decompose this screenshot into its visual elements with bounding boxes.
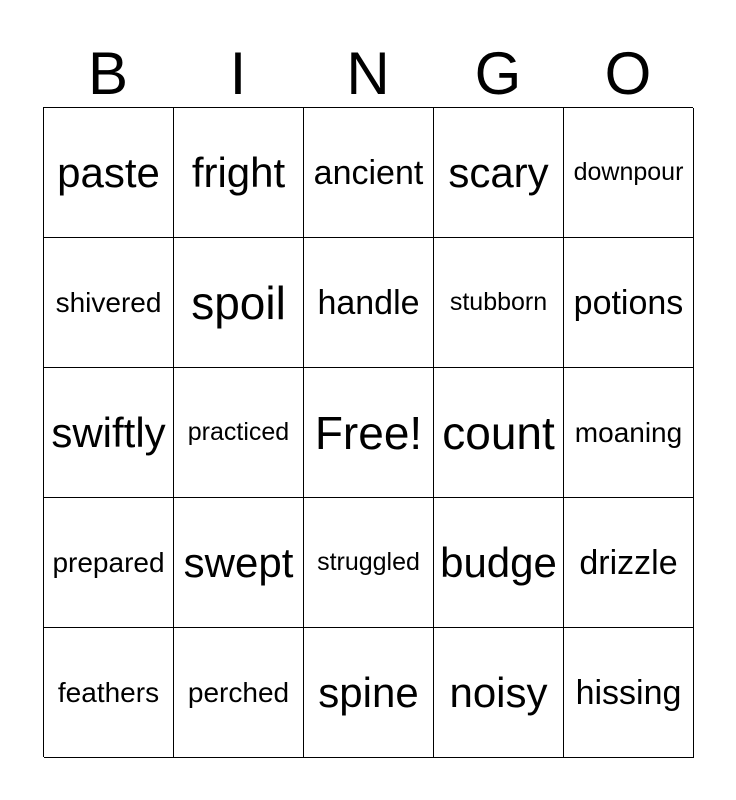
bingo-cell[interactable]: drizzle	[564, 498, 694, 628]
bingo-cell[interactable]: prepared	[44, 498, 174, 628]
bingo-cell[interactable]: stubborn	[434, 238, 564, 368]
bingo-cell[interactable]: potions	[564, 238, 694, 368]
bingo-cell[interactable]: noisy	[434, 628, 564, 758]
bingo-cell[interactable]: swiftly	[44, 368, 174, 498]
bingo-board	[43, 107, 693, 757]
bingo-cell[interactable]: struggled	[304, 498, 434, 628]
bingo-cell[interactable]: shivered	[44, 238, 174, 368]
header-letter-b: B	[87, 40, 129, 107]
bingo-header	[43, 40, 693, 108]
bingo-cell[interactable]: perched	[174, 628, 304, 758]
bingo-cell[interactable]: scary	[434, 108, 564, 238]
header-letter-i: I	[229, 40, 247, 107]
bingo-cell[interactable]: practiced	[174, 368, 304, 498]
bingo-cell[interactable]: spoil	[174, 238, 304, 368]
bingo-cell[interactable]: spine	[304, 628, 434, 758]
bingo-cell[interactable]: count	[434, 368, 564, 498]
bingo-cell[interactable]: budge	[434, 498, 564, 628]
bingo-cell[interactable]: fright	[174, 108, 304, 238]
bingo-cell[interactable]: moaning	[564, 368, 694, 498]
header-letter-g: G	[474, 40, 522, 107]
header-letter-n: N	[346, 40, 390, 107]
bingo-cell[interactable]: swept	[174, 498, 304, 628]
bingo-cell[interactable]: downpour	[564, 108, 694, 238]
bingo-cell[interactable]: feathers	[44, 628, 174, 758]
bingo-cell[interactable]: ancient	[304, 108, 434, 238]
header-letter-o: O	[604, 40, 652, 107]
bingo-cell[interactable]: hissing	[564, 628, 694, 758]
bingo-cell[interactable]: paste	[44, 108, 174, 238]
bingo-cell[interactable]: handle	[304, 238, 434, 368]
free-space-cell[interactable]: Free!	[304, 368, 434, 498]
